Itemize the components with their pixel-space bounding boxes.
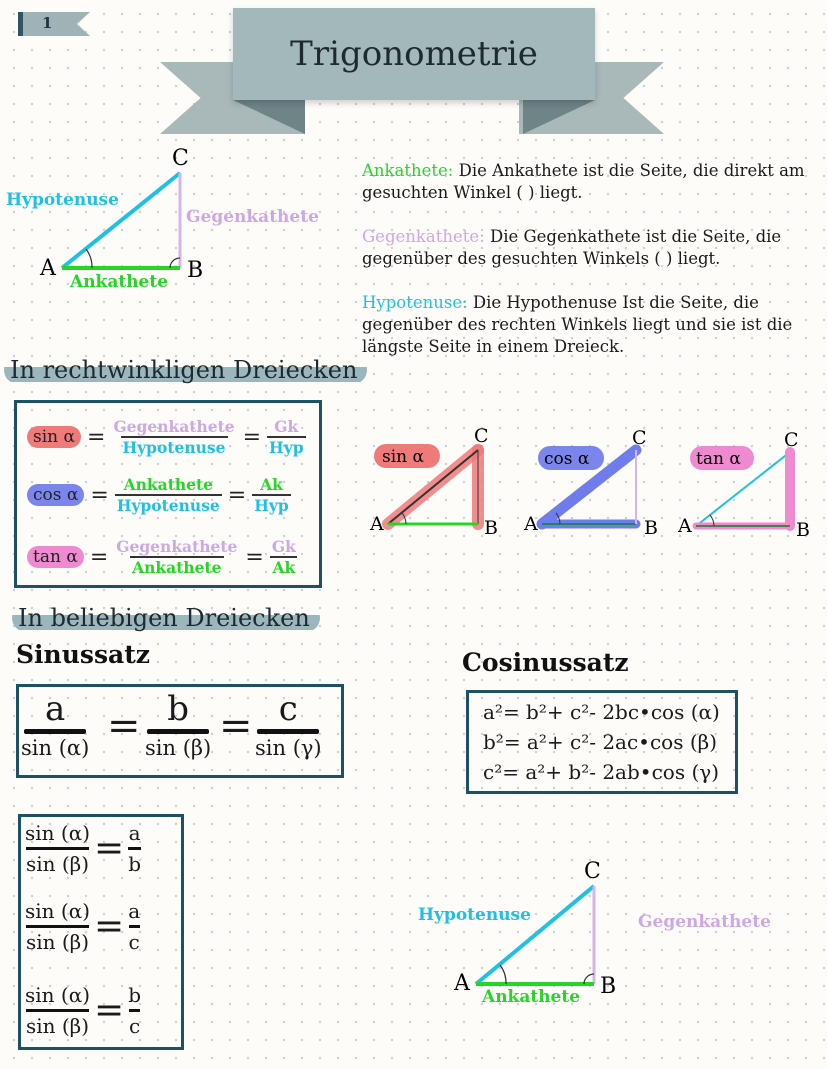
definition-text: Die Ankathete ist die Seite, die direkt am gesuchten Winkel ( ) liegt. [362,161,805,202]
vertex-a: A [40,256,56,281]
triangle-diagram-top [0,140,340,300]
denominator-sin-beta: sin (β) [145,736,212,760]
sinussatz-heading: Sinussatz [16,640,150,669]
fraction-denominator: Hyp [269,438,304,457]
adjacent-label: Ankathete [70,272,169,292]
equals-sign: = [94,905,125,947]
equals-sign: = [90,482,109,508]
hypotenuse-label: Hypotenuse [6,190,119,210]
tan-fraction-short [270,537,298,577]
vertex-c: C [584,859,601,884]
fraction-numerator: Ankathete [123,475,213,494]
sin-fraction-long [111,417,236,457]
denominator-sin-alpha: sin (α) [21,736,90,760]
page-number: 1 [42,14,53,32]
opposite-label: Gegenkathete [186,207,319,227]
side-denominator: b [128,847,141,878]
title-banner [233,8,595,100]
cosinus-line: a²= b²+ c²- 2bc•cos (α) [483,700,720,724]
tan-triangle [677,429,810,541]
ratio-row [25,819,141,878]
ratio-denominator: sin (β) [26,847,89,878]
vertex-b: B [187,258,204,283]
ratio-numerator: sin (α) [25,821,91,845]
fraction-denominator: Ak [272,558,296,577]
vertex-c: C [784,429,799,451]
fraction-numerator: Gegenkathete [116,537,238,556]
equals-sign: = [94,827,125,869]
fraction-denominator: Hypotenuse [122,438,226,457]
side-denominator: c [129,1009,140,1040]
cosinus-line: b²= a²+ c²- 2ac•cos (β) [483,730,718,754]
equals-sign: = [245,544,264,570]
adjacent-label: Ankathete [482,987,581,1007]
side-denominator: c [129,925,140,956]
cos-fraction-short [252,475,291,515]
definition-text: Die Hypothenuse Ist die Seite, die gegenüber des rechten Winkels liegt und sie ist die längste Seite in einem Dreieck. [362,293,793,356]
tan-row [27,537,298,577]
definition-text: Die Gegenkathete ist die Seite, die gegenüber des gesuchten Winkels ( ) liegt. [362,227,782,268]
trig-ratio-box [14,400,322,588]
opposite-label: Gegenkathete [638,912,771,932]
sin-triangle-tag: sin α [382,447,424,467]
sin-tag: sin α [27,426,81,448]
numerator-a: a [44,689,66,729]
sine-ratio-box [18,814,184,1050]
side-numerator: a [128,899,141,923]
vertex-a: A [678,515,692,537]
side-numerator: b [128,983,141,1007]
ratio-denominator: sin (β) [26,925,89,956]
fraction-denominator: Ankathete [132,558,222,577]
vertex-b: B [796,519,810,541]
angle-alpha-arc [86,249,92,268]
fraction-b-sin-beta [145,691,211,760]
fraction-numerator: Ak [260,475,283,494]
equals-sign: = [94,989,125,1031]
hypotenuse-side [62,173,180,268]
equals-sign: = [242,424,262,450]
cos-triangle-tag: cos α [544,449,590,469]
fraction-numerator: Gk [271,537,296,556]
vertex-b: B [644,517,658,539]
tan-triangle-tag: tan α [696,449,741,469]
vertex-a: A [370,513,384,535]
cosinussatz-box [466,690,738,794]
ratio-numerator: sin (α) [25,899,91,923]
fraction-numerator: Gegenkathete [113,417,235,436]
ratio-denominator: sin (β) [26,1009,89,1040]
fraction-denominator: Hypotenuse [116,496,220,515]
hypotenuse-label: Hypotenuse [418,905,531,925]
trig-triangles [360,420,822,550]
definition-adjacent [362,160,822,204]
page-title: Trigonometrie [290,34,538,74]
numerator-c: c [278,689,298,729]
cos-fraction-long [115,475,222,515]
vertex-c: C [632,427,647,449]
cosinus-line: c²= a²+ b²- 2ab•cos (γ) [483,760,719,784]
tan-fraction-long [114,537,239,577]
definition-opposite [362,226,822,270]
equals-sign: = [219,703,253,749]
fraction-denominator: Hyp [254,496,289,515]
sinussatz-box [16,684,344,778]
sin-fraction-short [267,417,306,457]
sin-triangle [369,425,498,539]
ratio-numerator: sin (α) [25,983,91,1007]
ratio-row [25,981,141,1040]
numerator-b: b [167,689,189,729]
definitions [362,160,822,380]
definition-term: Hypotenuse: [362,293,468,312]
section-heading-right-triangles: In rechtwinkligen Dreiecken [4,356,367,384]
page-number-badge [18,12,90,36]
equals-sign: = [89,544,109,570]
fraction-numerator: Gk [274,417,299,436]
cos-tag: cos α [27,484,84,506]
equals-sign: = [87,424,106,450]
vertex-c: C [474,425,489,447]
definition-term: Ankathete: [362,161,454,180]
fraction-a-sin-alpha [21,691,89,760]
ratio-row [25,897,140,956]
definition-hypotenuse [362,292,822,358]
vertex-c: C [172,146,189,171]
section-heading-any-triangles: In beliebigen Dreiecken [12,604,320,632]
side-numerator: a [128,821,141,845]
vertex-a: A [454,971,470,996]
cosinussatz-heading: Cosinussatz [462,648,629,677]
definition-term: Gegenkathete: [362,227,485,246]
equals-sign: = [107,703,141,749]
cos-triangle [523,427,658,539]
vertex-a: A [524,513,538,535]
tan-tag: tan α [27,546,84,568]
fraction-c-sin-gamma [255,691,322,760]
sin-row [27,417,306,457]
triangle-diagram-bottom [410,850,810,1010]
equals-sign: = [227,482,247,508]
cos-row [27,475,291,515]
denominator-sin-gamma: sin (γ) [255,736,322,760]
vertex-b: B [484,517,498,539]
vertex-b: B [600,974,617,999]
